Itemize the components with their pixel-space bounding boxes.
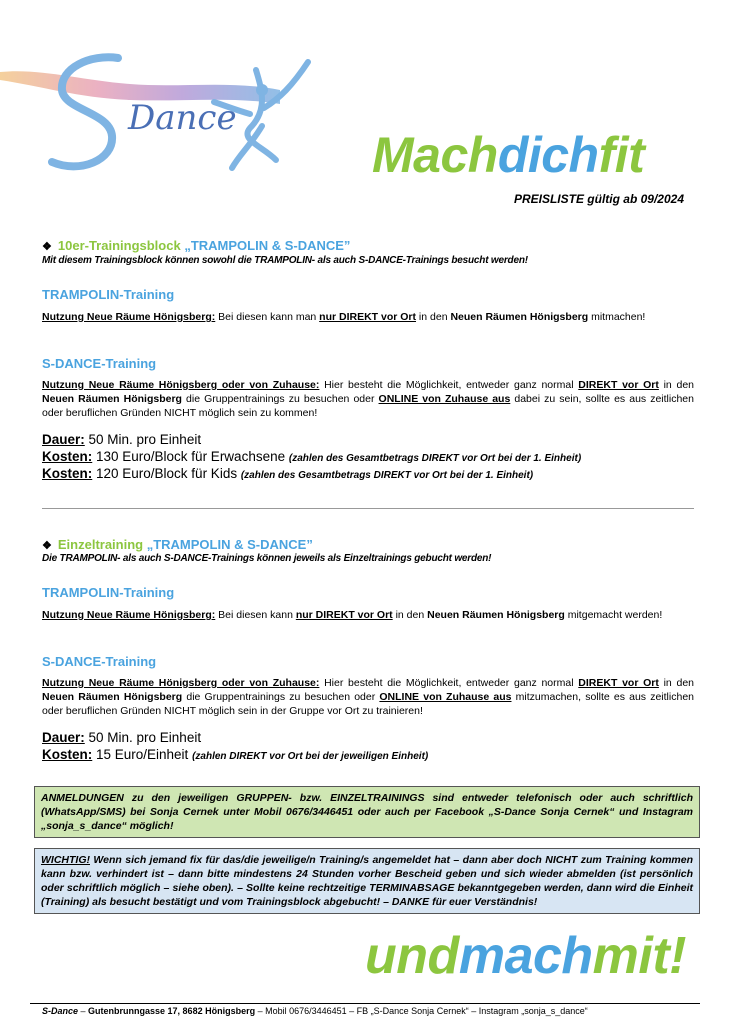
header-slogan (372, 126, 644, 184)
block1-subtitle: Mit diesem Trainingsblock können sowohl die TRAMPOLIN- als auch S-DANCE-Trainings besucht werden! (42, 255, 528, 266)
logo-text: Dance (128, 98, 237, 138)
price-label: Kosten: (42, 747, 93, 762)
text: dabei zu sein, sollte es aus zeitlichen oder beruflichen Gründen NICHT möglich sein zu kommen! (42, 393, 694, 419)
place: Neuen Räumen Hönigsberg (427, 609, 565, 621)
footer-slogan (365, 926, 686, 986)
important-box (34, 848, 700, 914)
bullet-icon: ❖ (42, 540, 52, 552)
label: Nutzung Neue Räume Hönigsberg: (42, 609, 216, 621)
price-value: 120 Euro/Block für Kids (92, 466, 241, 481)
label: Nutzung Neue Räume Hönigsberg oder von Zuhause: (42, 379, 320, 391)
text: mitgemacht werden! (564, 609, 663, 621)
block1-cost-adults (42, 449, 581, 464)
text: in den (416, 311, 451, 323)
important-text: Wenn sich jemand fix für das/die jeweilige/n Training/s angemeldet hat – dann aber doch NICHT zum Training kommen kann bzw. verhindert ist – dann bitte mindestens 24 Stunden vorher Bescheid geben und sich wieder abmelden (ist persönlich oder schriftlich möglich – siehe oben). – Sollte keine rechtzeitige TERMINABSAGE bekanntgegeben werden, dann wird die Einheit (Training) als besucht bestätigt und vom Trainingsblock abgebucht! – DANKE für euer Verständnis! (41, 854, 693, 908)
price-value: 130 Euro/Block für Erwachsene (92, 449, 289, 464)
footer-address: Gutenbrunngasse 17, 8682 Hönigsberg (88, 1006, 256, 1016)
place: Neuen Räumen Hönigsberg (42, 393, 182, 405)
sdance-logo (0, 50, 330, 180)
registration-box: ANMELDUNGEN zu den jeweiligen GRUPPEN- bzw. EINZELTRAININGS sind entweder telefonisch oder auch schriftlich (WhatsApp/SMS) bei Sonja Cernek unter Mobil 0676/3446451 oder auch per Facebook „S-Dance Sonja Cernek“ und Instagram „sonja_s_dance“ möglich! (34, 786, 700, 838)
price-label: Dauer: (42, 432, 85, 447)
price-note: (zahlen DIREKT vor Ort bei der jeweiligen Einheit) (192, 751, 429, 762)
emphasis: ONLINE von Zuhause aus (379, 691, 512, 703)
block1-title-prefix: 10er-Trainingsblock (57, 238, 185, 253)
text: Bei diesen kann (215, 609, 296, 621)
block2-title-main: „TRAMPOLIN & S-DANCE” (146, 537, 313, 552)
text: in den (392, 609, 428, 621)
price-value: 15 Euro/Einheit (92, 747, 193, 762)
block1-sdance-text (42, 378, 694, 420)
section-divider (42, 508, 694, 509)
place: Neuen Räumen Hönigsberg (42, 691, 183, 703)
block1-duration (42, 432, 201, 447)
block2-sdance-text (42, 676, 694, 718)
price-value: 50 Min. pro Einheit (84, 432, 202, 447)
place: Neuen Räumen Hönigsberg (450, 311, 589, 323)
footer-contact (42, 1006, 588, 1016)
important-label: WICHTIG! (41, 854, 90, 866)
block1-sdance-heading: S-DANCE-Training (42, 356, 157, 371)
block2-subtitle: Die TRAMPOLIN- als auch S-DANCE-Trainings können jeweils als Einzeltrainings gebucht werden! (42, 553, 492, 564)
emphasis: DIREKT vor Ort (578, 677, 659, 689)
price-value: 50 Min. pro Einheit (84, 730, 202, 745)
price-note: (zahlen des Gesamtbetrags DIREKT vor Ort bei der 1. Einheit) (240, 470, 534, 481)
text: mitzumachen, sollte es aus zeitlichen oder beruflichen Gründen NICHT möglich sein in der Gruppe vor Ort zu trainieren! (42, 691, 694, 717)
emphasis: ONLINE von Zuhause aus (378, 393, 511, 405)
text: in den (658, 379, 695, 391)
pricelist-validity: PREISLISTE gültig ab 09/2024 (513, 192, 684, 206)
label: Nutzung Neue Räume Hönigsberg oder von Zuhause: (42, 677, 320, 689)
block2-sdance-heading: S-DANCE-Training (42, 654, 157, 669)
slogan-part2: dich (497, 127, 599, 183)
label: Nutzung Neue Räume Hönigsberg: (42, 311, 216, 323)
block1-trampolin-text (42, 310, 694, 324)
slogan-part2: mach (458, 927, 593, 985)
text: die Gruppentrainings zu besuchen oder (182, 691, 380, 703)
slogan-part1: und (365, 927, 459, 985)
slogan-part3: mit! (592, 927, 686, 985)
text: Bei diesen kann man (215, 311, 320, 323)
price-label: Dauer: (42, 730, 85, 745)
block1-title-main: „TRAMPOLIN & S-DANCE” (184, 238, 351, 253)
slogan-part1: Mach (372, 127, 498, 183)
block2-title-prefix: Einzeltraining (57, 537, 147, 552)
price-label: Kosten: (42, 449, 93, 464)
emphasis: nur DIREKT vor Ort (319, 311, 417, 323)
footer-divider (30, 1003, 700, 1004)
text: Hier besteht die Möglichkeit, entweder ganz normal (319, 379, 579, 391)
footer-sep: – (78, 1006, 89, 1016)
block1-title (42, 238, 350, 253)
emphasis: nur DIREKT vor Ort (295, 609, 393, 621)
bullet-icon: ❖ (42, 241, 52, 253)
text: mitmachen! (588, 311, 646, 323)
text: Hier besteht die Möglichkeit, entweder ganz normal (319, 677, 579, 689)
block2-title (42, 537, 313, 552)
price-note: (zahlen des Gesamtbetrags DIREKT vor Ort bei der 1. Einheit) (288, 453, 582, 464)
emphasis: DIREKT vor Ort (578, 379, 659, 391)
block2-trampolin-heading: TRAMPOLIN-Training (42, 585, 175, 600)
block1-cost-kids (42, 466, 533, 481)
footer-brand: S-Dance (42, 1006, 79, 1016)
footer-contacts: – Mobil 0676/3446451 – FB „S-Dance Sonja Cernek“ – Instagram „sonja_s_dance“ (255, 1006, 588, 1016)
block2-cost (42, 747, 428, 762)
text: die Gruppentrainings zu besuchen oder (181, 393, 379, 405)
text: in den (658, 677, 695, 689)
block2-trampolin-text (42, 608, 694, 622)
block1-trampolin-heading: TRAMPOLIN-Training (42, 287, 175, 302)
slogan-part3: fit (598, 127, 645, 183)
price-label: Kosten: (42, 466, 93, 481)
block2-duration (42, 730, 201, 745)
